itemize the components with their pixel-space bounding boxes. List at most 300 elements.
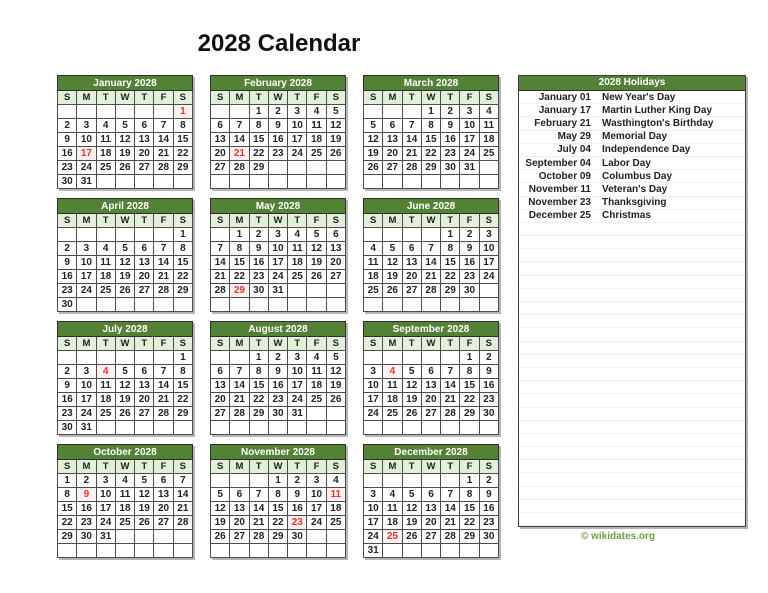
weekday-header: F [460, 214, 479, 228]
day-cell: 27 [211, 407, 230, 421]
empty-day-cell [268, 161, 287, 175]
day-cell: 7 [173, 474, 192, 488]
weekday-header: S [364, 337, 383, 351]
day-cell: 13 [135, 256, 154, 270]
month-header-row [364, 199, 499, 214]
empty-day-cell [479, 421, 498, 435]
day-cell: 23 [441, 147, 460, 161]
weekday-header: F [154, 337, 173, 351]
day-cell: 22 [230, 270, 249, 284]
empty-day-cell [326, 284, 345, 298]
day-cell: 10 [77, 379, 96, 393]
weekday-header: T [249, 460, 268, 474]
day-cell: 29 [460, 530, 479, 544]
holiday-name: Wasthington's Birthday [602, 117, 714, 129]
empty-day-cell [249, 298, 268, 312]
day-cell: 23 [249, 270, 268, 284]
day-cell: 6 [402, 242, 421, 256]
day-cell: 10 [77, 256, 96, 270]
weekday-header-row [211, 91, 346, 105]
day-cell: 8 [249, 365, 268, 379]
day-cell: 24 [460, 147, 479, 161]
month-title: September 2028 [364, 322, 499, 337]
week-row [211, 421, 346, 435]
day-cell: 12 [402, 379, 421, 393]
empty-day-cell [173, 530, 192, 544]
weekday-header-row [58, 214, 193, 228]
week-row [211, 175, 346, 189]
day-cell: 16 [249, 256, 268, 270]
day-cell: 26 [307, 270, 326, 284]
day-cell: 19 [383, 270, 402, 284]
day-cell: 25 [96, 161, 115, 175]
week-row [211, 270, 346, 284]
holiday-name: Veteran's Day [602, 183, 668, 195]
month-july-2028 [57, 321, 193, 435]
day-cell: 19 [364, 147, 383, 161]
day-cell: 28 [421, 284, 440, 298]
day-cell: 9 [460, 242, 479, 256]
month-september-2028 [363, 321, 499, 435]
day-cell: 8 [268, 488, 287, 502]
holiday-empty-row [519, 249, 745, 262]
month-days [364, 351, 499, 435]
day-cell: 10 [460, 119, 479, 133]
month-days [58, 351, 193, 435]
empty-day-cell [307, 284, 326, 298]
day-cell: 5 [115, 242, 134, 256]
week-row [58, 516, 193, 530]
weekday-header-row [58, 91, 193, 105]
day-cell: 9 [58, 133, 77, 147]
day-cell: 25 [383, 407, 402, 421]
empty-day-cell [268, 175, 287, 189]
holiday-date: January 01 [538, 91, 591, 103]
day-cell: 14 [441, 502, 460, 516]
weekday-header: T [288, 337, 307, 351]
day-cell: 17 [268, 256, 287, 270]
empty-day-cell [115, 351, 134, 365]
weekday-header: M [383, 91, 402, 105]
page-title: 2028 Calendar [197, 30, 361, 57]
empty-day-cell [96, 105, 115, 119]
day-cell: 27 [135, 161, 154, 175]
week-row [211, 544, 346, 558]
day-cell: 1 [230, 228, 249, 242]
weekday-header-row [58, 337, 193, 351]
empty-day-cell [96, 544, 115, 558]
empty-day-cell [402, 544, 421, 558]
day-cell: 25 [383, 530, 402, 544]
week-row [211, 351, 346, 365]
empty-day-cell [460, 175, 479, 189]
day-cell: 11 [96, 256, 115, 270]
day-cell: 9 [441, 119, 460, 133]
empty-day-cell [326, 421, 345, 435]
empty-day-cell [364, 421, 383, 435]
day-cell: 4 [307, 105, 326, 119]
holiday-row [519, 144, 745, 157]
empty-day-cell [230, 175, 249, 189]
empty-day-cell [364, 351, 383, 365]
day-cell: 28 [249, 530, 268, 544]
day-cell: 31 [364, 544, 383, 558]
day-cell: 30 [460, 284, 479, 298]
day-cell: 26 [211, 530, 230, 544]
empty-day-cell [230, 421, 249, 435]
day-cell: 11 [307, 119, 326, 133]
day-cell: 10 [364, 379, 383, 393]
holiday-row [519, 91, 745, 104]
empty-day-cell [58, 105, 77, 119]
week-row [364, 516, 499, 530]
day-cell: 8 [173, 119, 192, 133]
month-days [58, 474, 193, 558]
day-cell: 22 [460, 516, 479, 530]
day-cell: 31 [288, 407, 307, 421]
empty-day-cell [154, 228, 173, 242]
week-row [58, 379, 193, 393]
day-cell: 13 [135, 133, 154, 147]
day-cell: 19 [326, 133, 345, 147]
day-cell: 21 [154, 393, 173, 407]
empty-day-cell [211, 474, 230, 488]
month-header-row [364, 76, 499, 91]
day-cell: 16 [77, 502, 96, 516]
day-cell: 8 [58, 488, 77, 502]
holiday-row [519, 104, 745, 117]
day-cell: 26 [115, 161, 134, 175]
week-row [211, 242, 346, 256]
day-cell: 10 [96, 488, 115, 502]
day-cell: 18 [383, 393, 402, 407]
empty-day-cell [421, 474, 440, 488]
empty-day-cell [402, 474, 421, 488]
empty-day-cell [115, 105, 134, 119]
day-cell: 14 [230, 133, 249, 147]
weekday-header: T [96, 460, 115, 474]
holiday-empty-row [519, 513, 745, 526]
empty-day-cell [58, 544, 77, 558]
day-cell: 29 [460, 407, 479, 421]
day-cell: 30 [288, 530, 307, 544]
empty-day-cell [383, 228, 402, 242]
weekday-header: F [460, 460, 479, 474]
empty-day-cell [460, 421, 479, 435]
empty-day-cell [211, 175, 230, 189]
day-cell: 29 [173, 407, 192, 421]
day-cell: 2 [268, 351, 287, 365]
day-cell: 26 [135, 516, 154, 530]
empty-day-cell [230, 298, 249, 312]
day-cell: 24 [288, 393, 307, 407]
weekday-header: S [211, 214, 230, 228]
empty-day-cell [96, 351, 115, 365]
day-cell: 5 [383, 242, 402, 256]
empty-day-cell [268, 421, 287, 435]
months-grid [57, 75, 499, 558]
empty-day-cell [307, 175, 326, 189]
empty-day-cell [441, 421, 460, 435]
day-cell: 11 [307, 365, 326, 379]
empty-day-cell [479, 298, 498, 312]
day-cell: 24 [268, 270, 287, 284]
weekday-header: T [96, 91, 115, 105]
holiday-row [519, 157, 745, 170]
day-cell: 26 [402, 530, 421, 544]
day-cell: 27 [211, 161, 230, 175]
day-cell: 1 [58, 474, 77, 488]
weekday-header-row [364, 214, 499, 228]
month-header-row [58, 322, 193, 337]
day-cell: 15 [230, 256, 249, 270]
day-cell: 13 [211, 133, 230, 147]
weekday-header: T [402, 337, 421, 351]
day-cell: 3 [460, 105, 479, 119]
week-row [211, 256, 346, 270]
weekday-header: T [249, 91, 268, 105]
week-row [58, 393, 193, 407]
week-row [58, 544, 193, 558]
day-cell: 27 [421, 530, 440, 544]
empty-day-cell [96, 298, 115, 312]
day-cell: 2 [479, 351, 498, 365]
empty-day-cell [479, 544, 498, 558]
empty-day-cell [307, 407, 326, 421]
day-cell: 13 [326, 242, 345, 256]
empty-day-cell [326, 298, 345, 312]
day-cell: 28 [154, 407, 173, 421]
day-cell: 8 [441, 242, 460, 256]
week-row [58, 256, 193, 270]
week-row [58, 133, 193, 147]
empty-day-cell [402, 105, 421, 119]
day-cell: 31 [77, 175, 96, 189]
day-cell: 21 [154, 270, 173, 284]
day-cell: 28 [211, 284, 230, 298]
empty-day-cell [96, 175, 115, 189]
day-cell: 1 [460, 351, 479, 365]
day-cell: 10 [268, 242, 287, 256]
day-cell: 31 [77, 421, 96, 435]
holiday-empty-row [519, 408, 745, 421]
day-cell: 22 [173, 147, 192, 161]
holidays-list [519, 91, 745, 526]
empty-day-cell [326, 530, 345, 544]
day-cell: 3 [364, 488, 383, 502]
day-cell: 20 [135, 147, 154, 161]
day-cell: 25 [96, 407, 115, 421]
empty-day-cell [230, 105, 249, 119]
day-cell: 30 [58, 421, 77, 435]
weekday-header: T [96, 214, 115, 228]
day-cell: 14 [154, 133, 173, 147]
weekday-header: F [154, 460, 173, 474]
day-cell: 25 [96, 284, 115, 298]
day-cell: 11 [96, 379, 115, 393]
holiday-date: November 11 [528, 183, 591, 195]
day-cell: 4 [479, 105, 498, 119]
empty-day-cell [479, 284, 498, 298]
day-cell: 7 [230, 119, 249, 133]
day-cell: 19 [115, 270, 134, 284]
weekday-header: M [383, 337, 402, 351]
empty-day-cell [154, 421, 173, 435]
week-row [58, 474, 193, 488]
day-cell: 9 [479, 488, 498, 502]
weekday-header: M [77, 460, 96, 474]
weekday-header: S [479, 337, 498, 351]
day-cell: 2 [77, 474, 96, 488]
week-row [364, 530, 499, 544]
weekday-header: S [326, 91, 345, 105]
week-row [364, 228, 499, 242]
day-cell: 18 [326, 502, 345, 516]
month-days [364, 105, 499, 189]
day-cell: 14 [421, 256, 440, 270]
weekday-header: S [58, 91, 77, 105]
weekday-header: F [154, 91, 173, 105]
month-header-row [364, 445, 499, 460]
weekday-header: S [58, 460, 77, 474]
day-cell: 11 [383, 502, 402, 516]
day-cell: 18 [479, 133, 498, 147]
day-cell: 10 [364, 502, 383, 516]
day-cell: 4 [288, 228, 307, 242]
day-cell: 29 [173, 161, 192, 175]
empty-day-cell [383, 175, 402, 189]
day-cell: 15 [441, 256, 460, 270]
day-cell: 6 [211, 365, 230, 379]
empty-day-cell [249, 544, 268, 558]
holiday-empty-row [519, 355, 745, 368]
day-cell: 16 [58, 270, 77, 284]
holiday-empty-row [519, 473, 745, 486]
empty-day-cell [402, 228, 421, 242]
empty-day-cell [249, 175, 268, 189]
day-cell: 3 [77, 365, 96, 379]
day-cell: 25 [364, 284, 383, 298]
empty-day-cell [383, 351, 402, 365]
empty-day-cell [326, 407, 345, 421]
day-cell: 29 [441, 284, 460, 298]
empty-day-cell [441, 298, 460, 312]
day-cell: 19 [211, 516, 230, 530]
empty-day-cell [154, 351, 173, 365]
empty-day-cell [115, 421, 134, 435]
day-cell: 3 [268, 228, 287, 242]
weekday-header: M [230, 460, 249, 474]
empty-day-cell [135, 105, 154, 119]
empty-day-cell [307, 544, 326, 558]
empty-day-cell [383, 298, 402, 312]
week-row [211, 228, 346, 242]
week-row [211, 488, 346, 502]
empty-day-cell [115, 228, 134, 242]
empty-day-cell [173, 298, 192, 312]
empty-day-cell [249, 474, 268, 488]
empty-day-cell [96, 421, 115, 435]
weekday-header: S [326, 214, 345, 228]
day-cell: 11 [479, 119, 498, 133]
day-cell: 1 [460, 474, 479, 488]
empty-day-cell [115, 544, 134, 558]
month-header-row [364, 322, 499, 337]
day-cell: 23 [268, 147, 287, 161]
weekday-header: W [421, 460, 440, 474]
month-title: March 2028 [364, 76, 499, 91]
day-cell: 7 [154, 365, 173, 379]
holiday-row [519, 131, 745, 144]
weekday-header: S [173, 214, 192, 228]
day-cell: 26 [115, 284, 134, 298]
empty-day-cell [441, 544, 460, 558]
empty-day-cell [115, 530, 134, 544]
holiday-row [519, 183, 745, 196]
week-row [211, 105, 346, 119]
empty-day-cell [154, 105, 173, 119]
weekday-header: T [402, 214, 421, 228]
day-cell: 8 [173, 365, 192, 379]
footer-credit-link[interactable]: © wikidates.org [580, 531, 656, 542]
weekday-header: M [230, 91, 249, 105]
day-cell: 5 [326, 351, 345, 365]
day-cell: 17 [364, 516, 383, 530]
empty-day-cell [135, 530, 154, 544]
week-row [58, 421, 193, 435]
day-cell: 10 [479, 242, 498, 256]
week-row [58, 298, 193, 312]
holiday-empty-row [519, 289, 745, 302]
empty-day-cell [288, 161, 307, 175]
day-cell: 16 [58, 147, 77, 161]
day-cell: 3 [307, 474, 326, 488]
empty-day-cell [421, 421, 440, 435]
day-cell: 24 [96, 516, 115, 530]
day-cell: 1 [173, 351, 192, 365]
week-row [364, 488, 499, 502]
month-days [211, 351, 346, 435]
day-cell: 25 [479, 147, 498, 161]
day-cell: 12 [383, 256, 402, 270]
day-cell: 2 [479, 474, 498, 488]
weekday-header: W [421, 214, 440, 228]
empty-day-cell [288, 544, 307, 558]
day-cell: 30 [77, 530, 96, 544]
day-cell: 10 [288, 365, 307, 379]
day-cell: 24 [364, 407, 383, 421]
weekday-header: F [460, 337, 479, 351]
month-days [364, 474, 499, 558]
week-row [211, 379, 346, 393]
day-cell: 29 [173, 284, 192, 298]
day-cell: 27 [135, 407, 154, 421]
day-cell: 28 [230, 161, 249, 175]
empty-day-cell [326, 544, 345, 558]
week-row [364, 242, 499, 256]
week-row [364, 147, 499, 161]
week-row [58, 488, 193, 502]
week-row [58, 407, 193, 421]
day-cell: 13 [230, 502, 249, 516]
day-cell: 16 [268, 133, 287, 147]
holiday-empty-row [519, 223, 745, 236]
week-row [58, 228, 193, 242]
empty-day-cell [421, 228, 440, 242]
day-cell: 8 [249, 119, 268, 133]
day-cell: 27 [135, 284, 154, 298]
day-cell: 4 [383, 488, 402, 502]
